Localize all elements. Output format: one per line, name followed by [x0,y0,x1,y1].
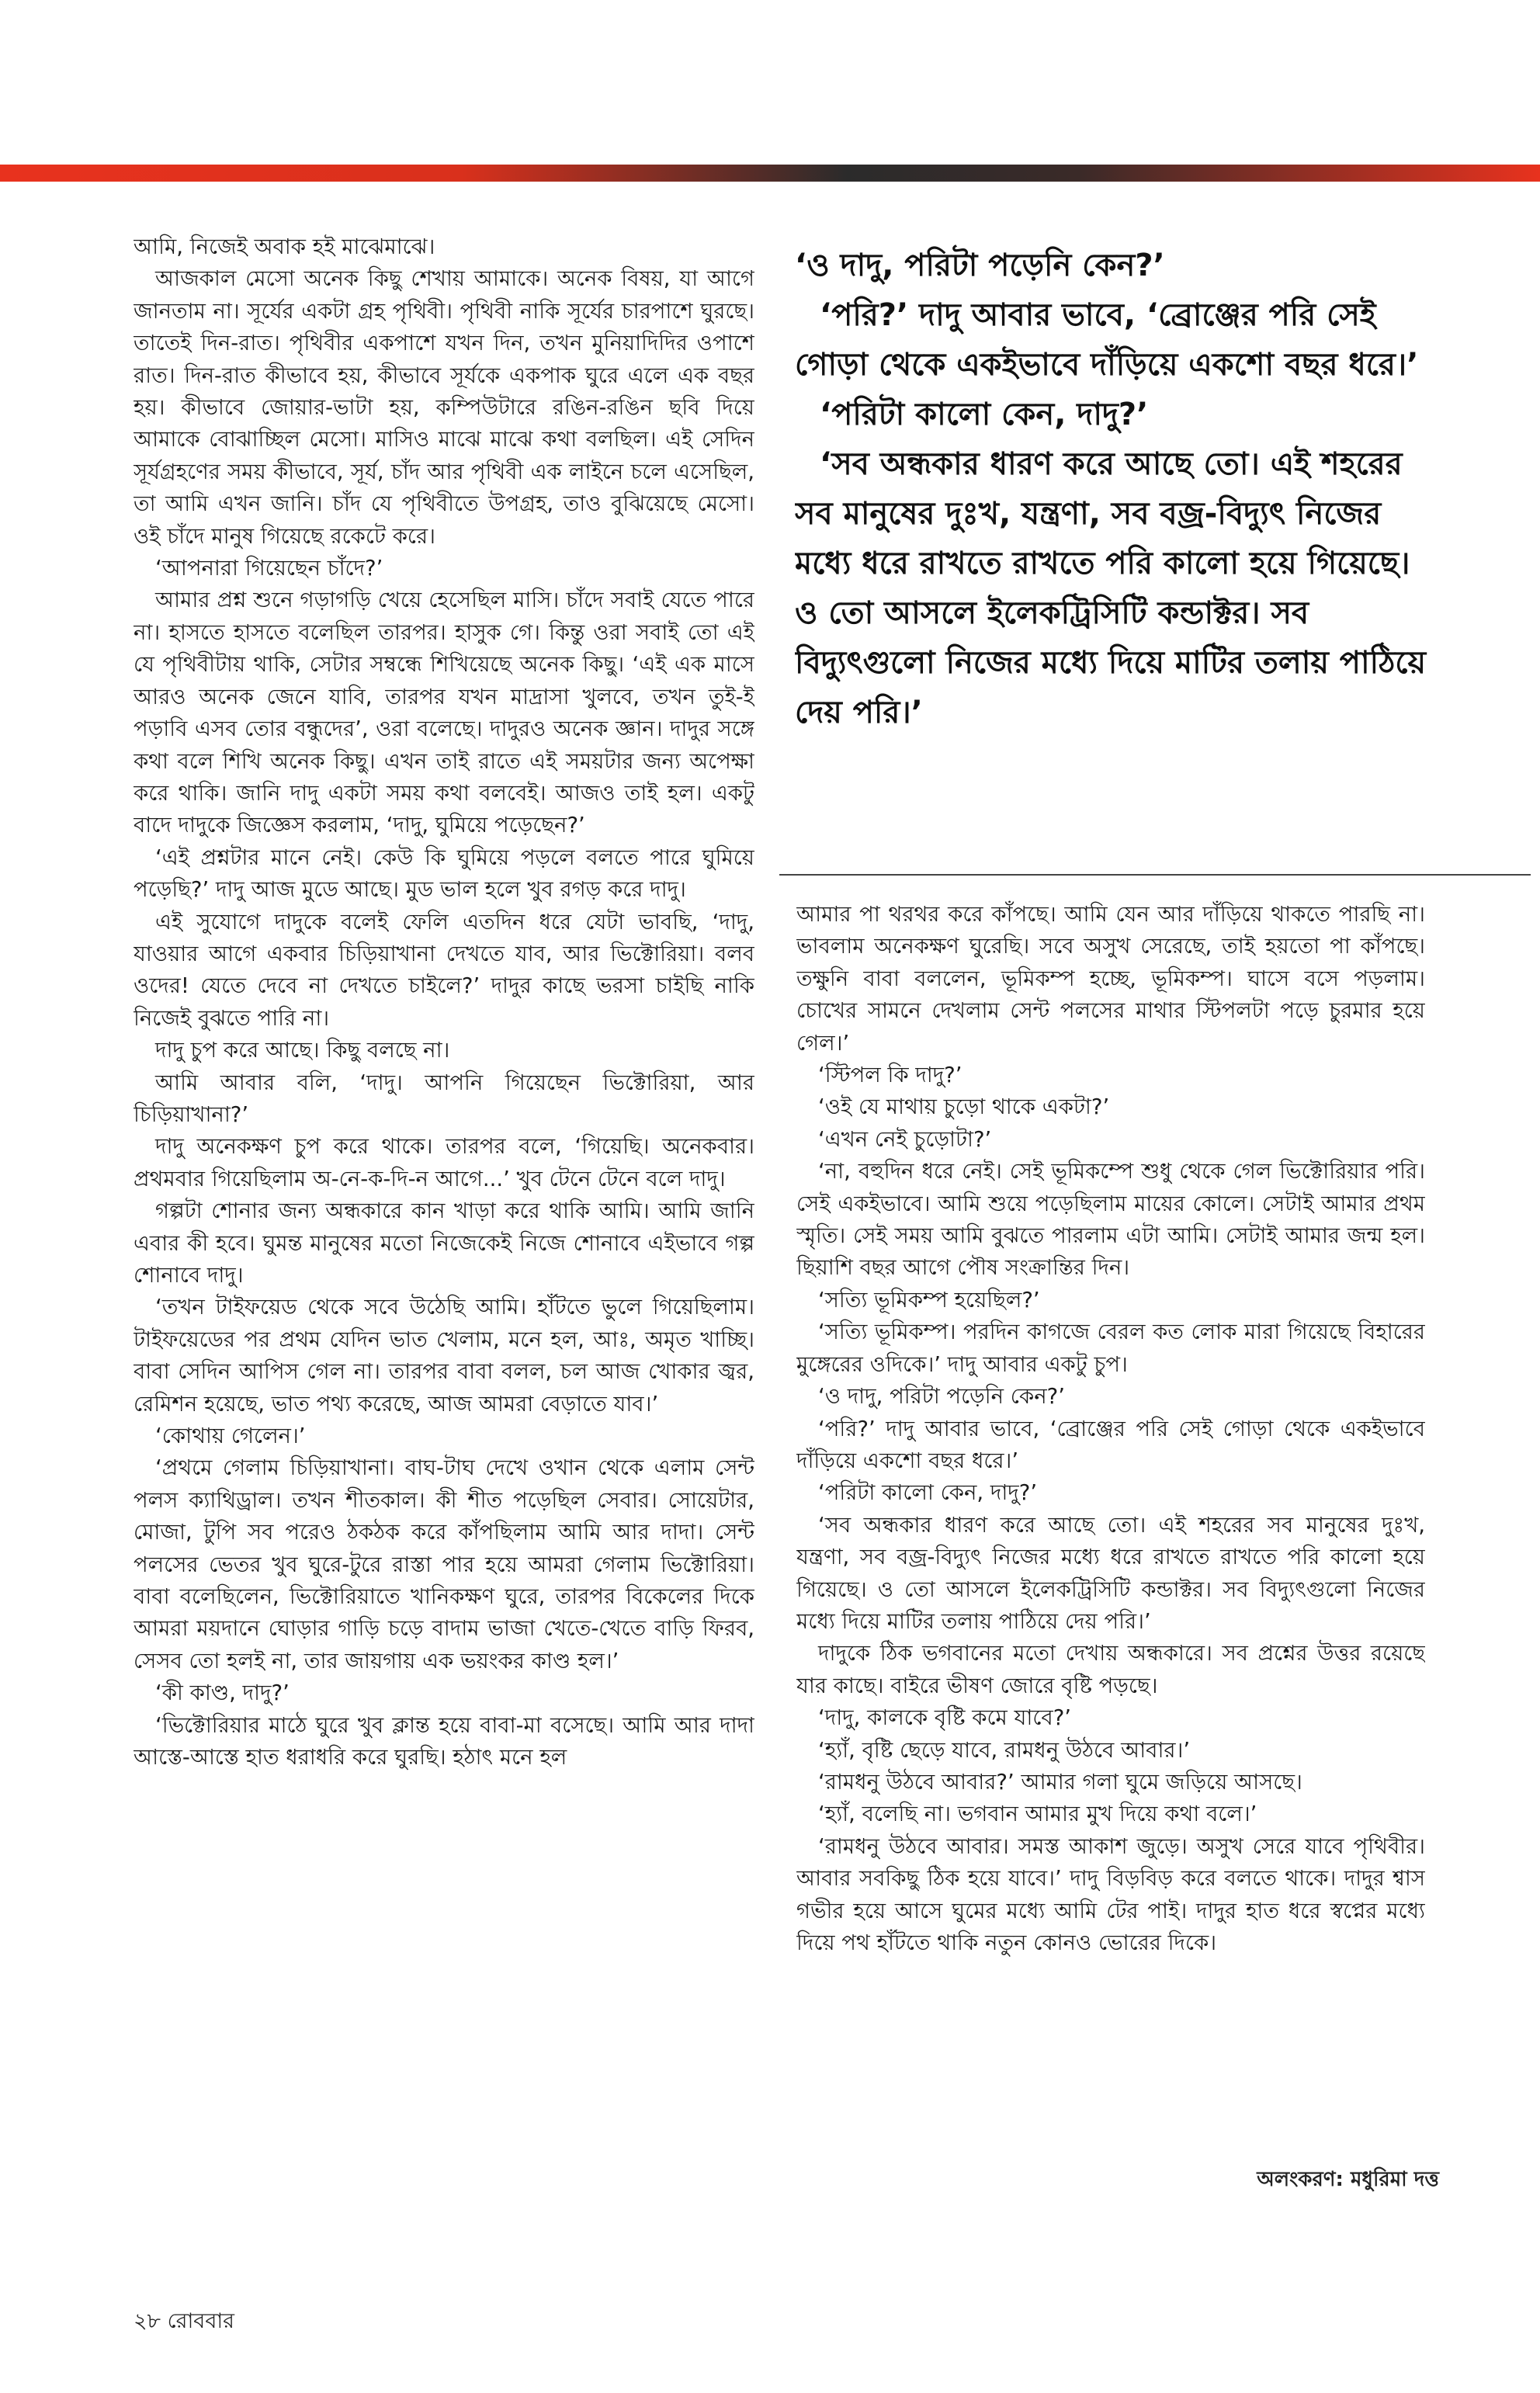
pull-quote-paragraph: ‘পরি?’ দাদু আবার ভাবে, ‘ব্রোঞ্জের পরি সেই গোড়া থেকে একইভাবে দাঁড়িয়ে একশো বছর ধরে।’ [795,297,1419,383]
header-color-band [0,165,1540,182]
pull-quote-paragraph: ‘সব অন্ধকার ধারণ করে আছে তো। এই শহরের সব মানুষের দুঃখ, যন্ত্রণা, সব বজ্র-বিদ্যুৎ নিজের মধ্যে ধরে রাখতে রাখতে পরি কালো হয়ে গিয়েছে। ও তো আসলে ইলেকট্রিসিটি কন্ডাক্টর। সব বিদ্যুৎগুলো নিজের মধ্যে দিয়ে মাটির তলায় পাঠিয়ে দেয় পরি।’ [795,446,1427,730]
illustration-credit: অলংকরণ: মধুরিমা দত্ত [1257,2168,1439,2191]
body-paragraph: ‘কী কাণ্ড, দাদু?’ [155,1680,290,1706]
body-paragraph: ‘ও দাদু, পরিটা পড়েনি কেন?’ [818,1384,1065,1410]
body-paragraph: ‘এখন নেই চুড়োটা?’ [818,1126,992,1152]
pull-quote [795,241,1439,862]
pull-quote-paragraph: ‘ও দাদু, পরিটা পড়েনি কেন?’ [795,248,1165,283]
right-text-column [796,899,1425,2218]
body-paragraph: ‘আপনারা গিয়েছেন চাঁদে?’ [155,556,383,581]
body-paragraph: আজকাল মেসো অনেক কিছু শেখায় আমাকে। অনেক বিষয়, যা আগে জানতাম না। সূর্যের একটা গ্রহ পৃথিবী। পৃথিবী নাকি সূর্যের চারপাশে ঘুরছে। তাতেই দিন-রাত। পৃথিবীর একপাশে যখন দিন, তখন মুনিয়াদিদির ওপাশে রাত। দিন-রাত কীভাবে হয়, কীভাবে সূর্যকে একপাক ঘুরে এলে এক বছর হয়। কীভাবে জোয়ার-ভাটা হয়, কম্পিউটারে রঙিন-রঙিন ছবি দিয়ে আমাকে বোঝাচ্ছিল মেসো। মাসিও মাঝে মাঝে কথা বলছিল। এই সেদিন সূর্যগ্রহণের সময় কীভাবে, সূর্য, চাঁদ আর পৃথিবী এক লাইনে চলে এসেছিল, তা আমি এখন জানি। চাঁদ যে পৃথিবীতে উপগ্রহ, তাও বুঝিয়েছে মেসো। ওই চাঁদে মানুষ গিয়েছে রকেটে করে। [134,266,754,549]
body-paragraph: ‘রামধনু উঠবে আবার। সমস্ত আকাশ জুড়ে। অসুখ সেরে যাবে পৃথিবীর। আবার সবকিছু ঠিক হয়ে যাবে।’ দাদু বিড়বিড় করে বলতে থাকে। দাদুর শ্বাস গভীর হয়ে আসে ঘুমের মধ্যে আমি টের পাই। দাদুর হাত ধরে স্বপ্নের মধ্যে দিয়ে পথ হাঁটতে থাকি নতুন কোনও ভোরের দিকে। [796,1833,1425,1955]
body-paragraph: গল্পটা শোনার জন্য অন্ধকারে কান খাড়া করে থাকি আমি। আমি জানি এবার কী হবে। ঘুমন্ত মানুষের মতো নিজেকেই নিজে শোনাবে এইভাবে গল্প শোনাবে দাদু। [134,1198,754,1288]
pull-quote-divider [779,874,1531,876]
pull-quote-paragraph: ‘পরিটা কালো কেন, দাদু?’ [820,397,1149,432]
body-paragraph: ‘সত্যি ভূমিকম্প হয়েছিল?’ [818,1287,1040,1313]
body-paragraph: আমার পা থরথর করে কাঁপছে। আমি যেন আর দাঁড়িয়ে থাকতে পারছি না। ভাবলাম অনেকক্ষণ ঘুরেছি। সবে অসুখ সেরেছে, তাই হয়তো পা কাঁপছে। তক্ষুনি বাবা বললেন, ভূমিকম্প হচ্ছে, ভূমিকম্প। ঘাসে বসে পড়লাম। চোখের সামনে দেখলাম সেন্ট পলসের মাথার স্টিপলটা পড়ে চুরমার হয়ে গেল।’ [796,902,1425,1056]
body-paragraph: দাদু অনেকক্ষণ চুপ করে থাকে। তারপর বলে, ‘গিয়েছি। অনেকবার। প্রথমবার গিয়েছিলাম অ-নে-ক-দি-ন আগে...’ খুব টেনে টেনে বলে দাদু। [134,1134,754,1191]
body-paragraph: আমি, নিজেই অবাক হই মাঝেমাঝে। [134,234,435,259]
body-paragraph: ‘দাদু, কালকে বৃষ্টি কমে যাবে?’ [818,1705,1072,1731]
body-paragraph: আমি আবার বলি, ‘দাদু। আপনি গিয়েছেন ভিক্টোরিয়া, আর চিড়িয়াখানা?’ [134,1070,754,1127]
body-paragraph: ‘সত্যি ভূমিকম্প। পরদিন কাগজে বেরল কত লোক মারা গিয়েছে বিহারের মুঙ্গেরের ওদিকে।’ দাদু আবার একটু চুপ। [796,1320,1425,1377]
body-paragraph: ‘হ্যাঁ, বলেছি না। ভগবান আমার মুখ দিয়ে কথা বলে।’ [818,1802,1257,1827]
body-paragraph: ‘এই প্রশ্নটার মানে নেই। কেউ কি ঘুমিয়ে পড়লে বলতে পারে ঘুমিয়ে পড়েছি?’ দাদু আজ মুডে আছে। মুড ভাল হলে খুব রগড় করে দাদু। [134,844,754,903]
body-paragraph: ‘কোথায় গেলেন।’ [155,1424,306,1449]
body-paragraph: ‘রামধনু উঠবে আবার?’ আমার গলা ঘুমে জড়িয়ে আসছে। [818,1769,1302,1795]
body-paragraph: ‘তখন টাইফয়েড থেকে সবে উঠেছি আমি। হাঁটতে ভুলে গিয়েছিলাম। টাইফয়েডের পর প্রথম যেদিন ভাত খেলাম, মনে হল, আঃ, অমৃত খাচ্ছি। বাবা সেদিন আপিস গেল না। তারপর বাবা বলল, চল আজ খোকার জ্বর, রেমিশন হয়েছে, ভাত পথ্য করেছে, আজ আমরা বেড়াতে যাব।’ [134,1295,754,1417]
body-paragraph: আমার প্রশ্ন শুনে গড়াগড়ি খেয়ে হেসেছিল মাসি। চাঁদে সবাই যেতে পারে না। হাসতে হাসতে বলেছিল তারপর। হাসুক গে। কিন্তু ওরা সবাই তো এই যে পৃথিবীটায় থাকি, সেটার সম্বন্ধে শিখিয়েছে অনেক কিছু। ‘এই এক মাসে আরও অনেক জেনে যাবি, তারপর যখন মাদ্রাসা খুলবে, তখন তুই-ই পড়াবি এসব তোর বন্ধুদের’, ওরা বলেছে। দাদুরও অনেক জ্ঞান। দাদুর সঙ্গে কথা বলে শিখি অনেক কিছু। এখন তাই রাতে এই সময়টার জন্য অপেক্ষা করে থাকি। জানি দাদু একটা সময় কথা বলবেই। আজও তাই হল। একটু বাদে দাদুকে জিজ্ঞেস করলাম, ‘দাদু, ঘুমিয়ে পড়েছেন?’ [134,588,754,838]
body-paragraph: ‘স্টিপল কি দাদু?’ [818,1063,962,1088]
body-paragraph: ‘পরিটা কালো কেন, দাদু?’ [818,1480,1038,1506]
body-paragraph: ‘ওই যে মাথায় চুড়ো থাকে একটা?’ [818,1094,1110,1120]
body-paragraph: ‘হ্যাঁ, বৃষ্টি ছেড়ে যাবে, রামধনু উঠবে আবার।’ [818,1737,1191,1763]
body-paragraph: দাদুকে ঠিক ভগবানের মতো দেখায় অন্ধকারে। সব প্রশ্নের উত্তর রয়েছে যার কাছে। বাইরে ভীষণ জোরে বৃষ্টি পড়ছে। [796,1641,1425,1698]
body-paragraph: ‘সব অন্ধকার ধারণ করে আছে তো। এই শহরের সব মানুষের দুঃখ, যন্ত্রণা, সব বজ্র-বিদ্যুৎ নিজের মধ্যে ধরে রাখতে রাখতে পরি কালো হয়ে গিয়েছে। ও তো আসলে ইলেকট্রিসিটি কন্ডাক্টর। সব বিদ্যুৎগুলো নিজের মধ্যে দিয়ে মাটির তলায় পাঠিয়ে দেয় পরি।’ [796,1512,1425,1634]
page-folio: ২৮ রোববার [134,2309,235,2333]
body-paragraph: ‘ভিক্টোরিয়ার মাঠে ঘুরে খুব ক্লান্ত হয়ে বাবা-মা বসেছে। আমি আর দাদা আস্তে-আস্তে হাত ধরাধরি করে ঘুরছি। হঠাৎ মনে হল [134,1712,754,1770]
body-paragraph: ‘না, বহুদিন ধরে নেই। সেই ভূমিকম্পে শুধু থেকে গেল ভিক্টোরিয়ার পরি। সেই একইভাবে। আমি শুয়ে পড়েছিলাম মায়ের কোলে। সেটাই আমার প্রথম স্মৃতি। সেই সময় আমি বুঝতে পারলাম এটা আমি। সেটাই আমার জন্ম হল। ছিয়াশি বছর আগে পৌষ সংক্রান্তির দিন। [796,1159,1425,1281]
left-text-column [134,231,754,2218]
body-paragraph: ‘পরি?’ দাদু আবার ভাবে, ‘ব্রোঞ্জের পরি সেই গোড়া থেকে একইভাবে দাঁড়িয়ে একশো বছর ধরে।’ [796,1416,1425,1473]
body-paragraph: ‘প্রথমে গেলাম চিড়িয়াখানা। বাঘ-টাঘ দেখে ওখান থেকে এলাম সেন্ট পলস ক্যাথিড্রাল। তখন শীতকাল। কী শীত পড়েছিল সেবার। সোয়েটার, মোজা, টুপি সব পরেও ঠকঠক করে কাঁপছিলাম আমি আর দাদা। সেন্ট পলসের ভেতর খুব ঘুরে-টুরে রাস্তা পার হয়ে আমরা গেলাম ভিক্টোরিয়া। বাবা বলেছিলেন, ভিক্টোরিয়াতে খানিকক্ষণ ঘুরে, তারপর বিকেলের দিকে আমরা ময়দানে ঘোড়ার গাড়ি চড়ে বাদাম ভাজা খেতে-খেতে বাড়ি ফিরব, সেসব তো হলই না, তার জায়গায় এক ভয়ংকর কাণ্ড হল।’ [134,1455,754,1673]
body-paragraph: এই সুযোগে দাদুকে বলেই ফেলি এতদিন ধরে যেটা ভাবছি, ‘দাদু, যাওয়ার আগে একবার চিড়িয়াখানা দেখতে যাব, আর ভিক্টোরিয়া। বলব ওদের! যেতে দেবে না দেখতে চাইলে?’ দাদুর কাছে ভরসা চাইছি নাকি নিজেই বুঝতে পারি না। [134,909,754,1031]
body-paragraph: দাদু চুপ করে আছে। কিছু বলছে না। [155,1038,450,1063]
